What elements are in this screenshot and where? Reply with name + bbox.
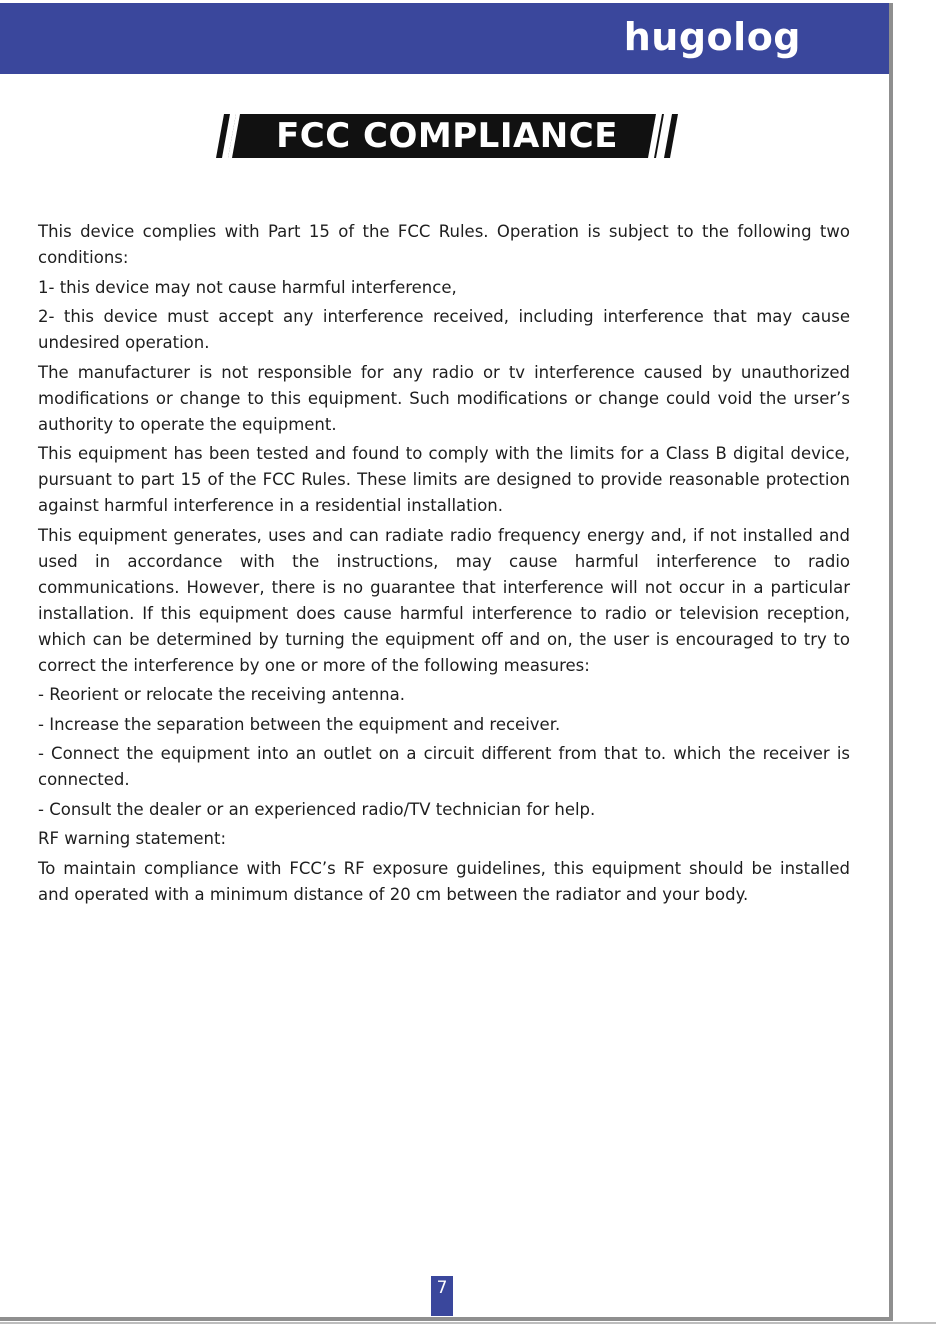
rf-warning-heading: RF warning statement: [38,829,227,848]
brand-logo: hugolog [623,15,801,59]
title-banner [206,114,686,158]
paragraph-condition-1: 1- this device may not cause harmful interference, [38,277,457,297]
paragraph-manufacturer-disclaimer: The manufacturer is not responsible for any radio or tv interference caused by unauthorized modifications or change to this equipment. Such modifications or change could void the urser’s authority to operate the equipment. [38,362,850,434]
paragraph-condition-2: 2- this device must accept any interference received, including interference that may cause undesired operation. [38,307,850,352]
page-number: 7 [431,1276,453,1316]
page-title: FCC COMPLIANCE [276,116,618,156]
rf-exposure-statement: To maintain compliance with FCC’s RF exposure guidelines, this equipment should be installed and operated with a minimum distance of 20 cm between the radiator and your body. [38,858,850,904]
measure-different-outlet: - Connect the equipment into an outlet on a circuit different from that to. which the receiver is connected. [38,744,850,789]
fcc-statement-body [38,219,850,911]
measure-reorient-antenna: - Reorient or relocate the receiving antenna. [38,685,405,704]
paragraph-class-b-limits: This equipment has been tested and found to comply with the limits for a Class B digital device, pursuant to part 15 of the FCC Rules. These limits are designed to provide reasonable protection against harmful interference in a residential installation. [38,444,850,515]
paragraph-intro: This device complies with Part 15 of the FCC Rules. Operation is subject to the following two conditions: [38,222,850,267]
measure-increase-separation: - Increase the separation between the equipment and receiver. [38,714,561,734]
paragraph-interference-info: This equipment generates, uses and can radiate radio frequency energy and, if not installed and used in accordance with the instructions, may cause harmful interference to radio communications. However, there is no guarantee that interference will not occur in a particular installation. If this equipment does cause harmful interference to radio or television reception, which can be determined by turning the equipment off and on, the user is encouraged to try to correct the interference by one or more of the following measures: [38,525,850,675]
header-band [0,3,889,74]
measure-consult-dealer: - Consult the dealer or an experienced radio/TV technician for help. [38,799,596,819]
